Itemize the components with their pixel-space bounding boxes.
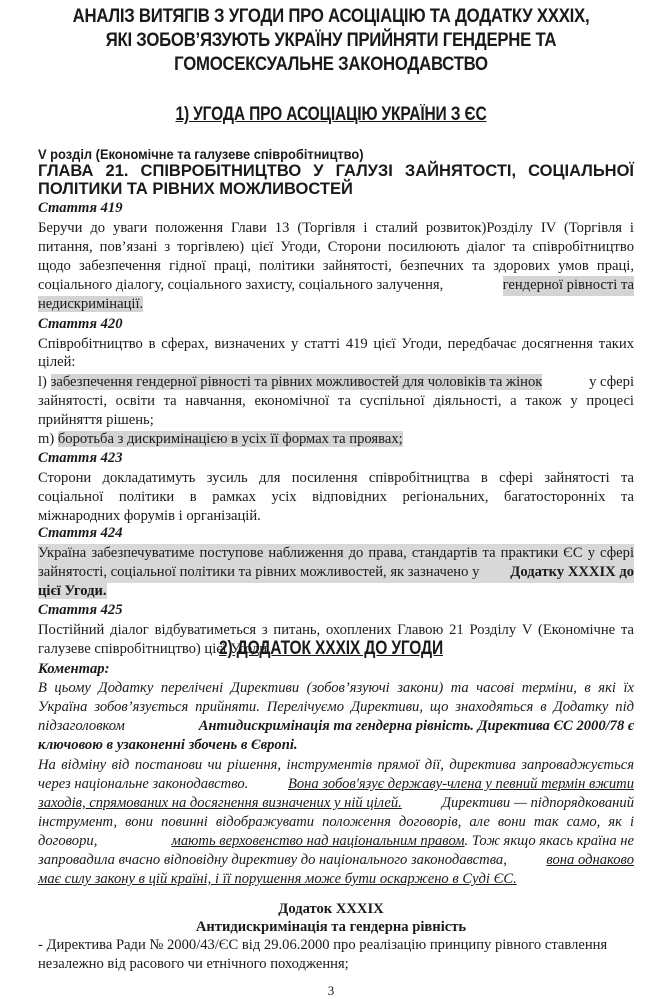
comment-p1-line-4: ключовою в узаконенні збочень в Європі.	[38, 737, 298, 753]
annex-title: Додаток XXXIX	[278, 901, 384, 917]
article-424-line-3: цієї Угоди.	[38, 583, 107, 599]
highlight-non-discrimination: недискримінації.	[38, 296, 144, 312]
article-424-line-1: Україна забезпечуватиме поступове наближення до права, стандартів та практики ЄС у сфері	[38, 544, 634, 564]
directive-line-1: - Директива Ради № 2000/43/ЄС від 29.06.2000 про реалізацію принципу рівного ставлення	[38, 937, 608, 953]
article-423-line-1: Сторони докладатимуть зусиль для посилення співробітництва в сфері зайнятості та	[38, 470, 634, 486]
article-420-item-l	[38, 373, 634, 393]
title-line-2: ЯКІ ЗОБОВ’ЯЗУЮТЬ УКРАЇНУ ПРИЙНЯТИ ГЕНДЕРНЕ ТА	[105, 29, 557, 51]
comment-p1-line-1: В цьому Додатку перелічені Директиви (зобов’язуючі закони) та часові терміни, в які їх	[38, 680, 634, 696]
article-419-title: Стаття 419	[38, 200, 123, 216]
comment-p2-line-5: договори, мають верховенство над національним правом. Тож якщо якась країна не	[38, 833, 634, 849]
article-419-line-3: щодо забезпечення гідної праці, політики зайнятості, безпечних та здорових умов праці,	[38, 258, 634, 274]
directive-line-2: незалежно від расового чи етнічного походження;	[38, 956, 349, 972]
article-425-line-2: галузеве співробітництво) цієї Угоди.	[38, 641, 271, 657]
item-m-prefix: m)	[38, 431, 55, 447]
highlight-gender-equality: гендерної рівності та	[503, 276, 634, 296]
article-425-line-1: Постійний діалог відбуватиметься з питань, охоплених Главою 21 Розділу V (Економічне та	[38, 622, 634, 638]
comment-p2-line-7: має силу закону в цій країні, і її порушення може бути оскаржено в Суді ЄС.	[38, 871, 517, 887]
highlight-item-m: боротьба з дискримінацією в усіх її формах та проявах;	[57, 431, 403, 447]
document-title	[46, 4, 615, 76]
title-line-1: АНАЛІЗ ВИТЯГІВ З УГОДИ ПРО АСОЦІАЦІЮ ТА ДОДАТКУ XXXIX,	[72, 5, 590, 27]
comment-p2-line-6: запровадила вчасно відповідну директиву до національного законодавства, вона однаково	[38, 852, 634, 868]
chapter-title-line-1: ГЛАВА 21. СПІВРОБІТНИЦТВО У ГАЛУЗІ ЗАЙНЯТОСТІ, СОЦІАЛЬНОЇ	[38, 162, 634, 180]
antidiscrimination-reference: Антидискримінація та гендерна рівність. Директива ЄС 2000/78 є	[198, 718, 634, 734]
article-420-item-m	[38, 430, 634, 450]
article-423-title: Стаття 423	[38, 450, 123, 466]
comment-p2-line-3: заходів, спрямованих на досягнення визначених у ній цілей. Директиви — підпорядкований	[38, 795, 634, 811]
annex-reference: Додатку XXXIX до	[510, 564, 634, 580]
item-l-rest: у сфері	[589, 374, 634, 390]
article-419-text: соціального діалогу, соціального захисту, соціального залучення,	[38, 277, 444, 293]
article-420-line-2: цілей:	[38, 354, 76, 370]
comment-label: Коментар:	[38, 661, 110, 677]
comment-p1-line-2: Україна зобов’язується прийняти. Перелічуємо Директиви, що знаходяться в Додатку під	[38, 699, 634, 715]
article-423-line-3: міжнародних форумів і організацій.	[38, 508, 261, 524]
comment-p2-line-4: інструмент, вони повинні відображувати положення договорів, але вони так само, як і	[38, 814, 634, 830]
comment-p1-line-3: підзаголовком Антидискримінація та гендерна рівність. Директива ЄС 2000/78 є	[38, 717, 634, 737]
article-419-line-2: питання, пов’язані з торгівлею) цієї Угоди, Сторони посилюють діалог та співробітництво	[38, 239, 634, 255]
article-423-line-2: соціальної політики в рамках усіх відповідних регіональних, багатосторонніх та	[38, 489, 634, 505]
article-419-line-1: Беручи до уваги положення Глави 13 (Торгівля і сталий розвиток)Розділу IV (Торгівля і	[38, 220, 634, 236]
chapter-title-line-2: ПОЛІТИКИ ТА РІВНИХ МОЖЛИВОСТЕЙ	[38, 180, 353, 198]
highlight-item-l: забезпечення гендерної рівності та рівних можливостей для чоловіків та жінок	[50, 374, 543, 390]
annex-subtitle: Антидискримінація та гендерна рівність	[195, 919, 467, 935]
article-424-line-2: зайнятості, соціальної політики та рівних можливостей, як зазначено у Додатку XXXIX до	[38, 563, 634, 583]
article-425-title: Стаття 425	[38, 602, 123, 618]
article-420-item-l-line-2: зайнятості, освіти та навчання, економічної та суспільної діяльності, а також у процесі	[38, 393, 634, 409]
section-2-heading: 2) ДОДАТОК XXXIX ДО УГОДИ	[218, 638, 444, 659]
article-420-line-1: Співробітництво в сферах, визначених у статті 419 цієї Угоди, передбачає досягнення таких	[38, 336, 634, 352]
comment-p2-line-2: через національне законодавство. Вона зобов'язує державу-члена у певний термін вжити	[38, 776, 634, 792]
article-424-title: Стаття 424	[38, 525, 123, 541]
item-l-prefix: l)	[38, 374, 47, 390]
section-1-heading: 1) УГОДА ПРО АСОЦІАЦІЮ УКРАЇНИ З ЄС	[175, 104, 487, 125]
part-title: V розділ (Економічне та галузеве співробітництво)	[38, 146, 364, 162]
article-419-line-5	[38, 295, 634, 315]
title-line-3: ГОМОСЕКСУАЛЬНЕ ЗАКОНОДАВСТВО	[174, 53, 488, 75]
page-number: 3	[327, 983, 335, 998]
article-420-title: Стаття 420	[38, 316, 123, 332]
article-420-item-l-line-3: прийняття рішень;	[38, 412, 154, 428]
article-419-line-4	[38, 276, 634, 296]
comment-p2-line-1: На відміну від постанови чи рішення, інструментів прямої дії, директива запроваджується	[38, 757, 634, 773]
